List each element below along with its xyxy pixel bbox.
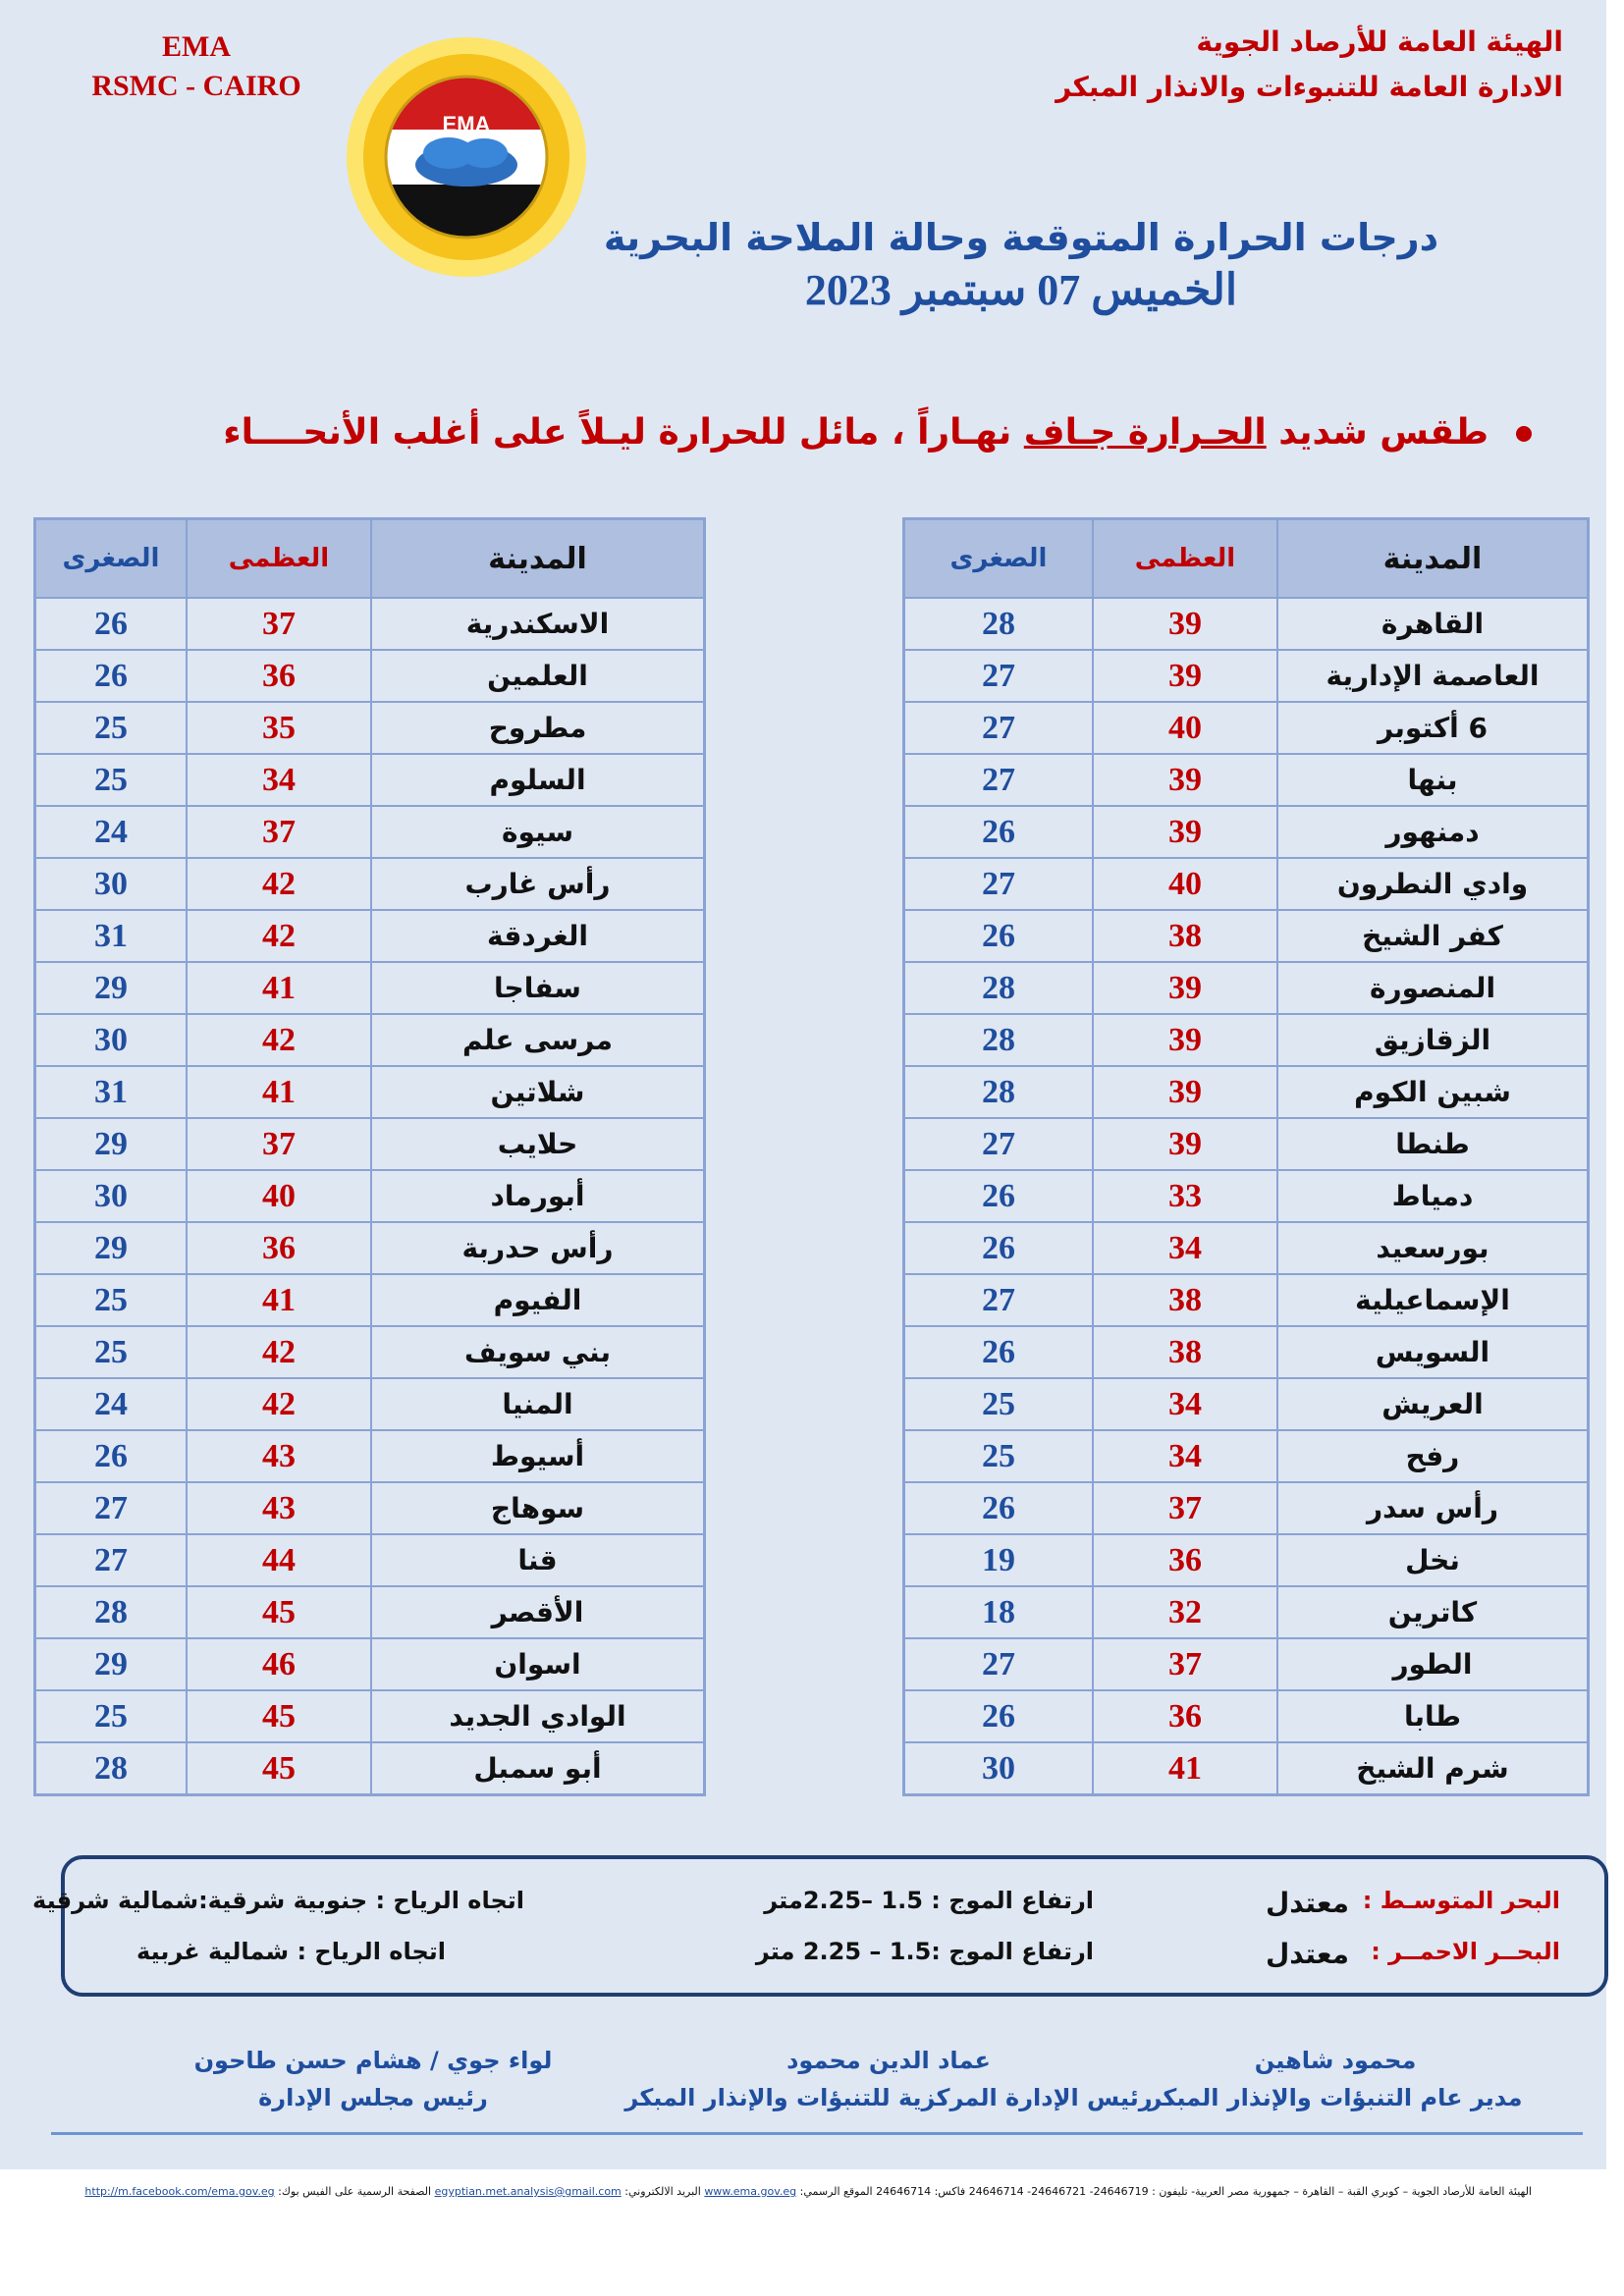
table-row [904, 1326, 1589, 1378]
sea-name: البحر المتوسـط : [1362, 1887, 1560, 1914]
min-temp-cell: 28 [35, 1586, 188, 1638]
max-temp-cell: 40 [187, 1170, 371, 1222]
weather-summary [118, 412, 1532, 453]
min-temp-cell: 25 [904, 1430, 1094, 1482]
min-temp-cell: 27 [904, 1274, 1094, 1326]
table-row [35, 754, 705, 806]
max-temp-cell: 43 [187, 1430, 371, 1482]
min-temp-cell: 27 [904, 1638, 1094, 1690]
table-row [35, 1014, 705, 1066]
min-temp-cell: 26 [904, 1222, 1094, 1274]
city-cell: دمياط [1277, 1170, 1589, 1222]
table-row [35, 1742, 705, 1795]
city-cell: اسوان [371, 1638, 705, 1690]
table-row [35, 1066, 705, 1118]
city-cell: دمنهور [1277, 806, 1589, 858]
rsmc-label: RSMC - CAIRO [91, 70, 301, 102]
city-cell: الغردقة [371, 910, 705, 962]
footer-email-label: البريد الالكتروني: [624, 2185, 705, 2198]
table-row [904, 1222, 1589, 1274]
min-temp-cell: 29 [35, 1222, 188, 1274]
header-city: المدينة [371, 519, 705, 599]
city-cell: الاسكندرية [371, 598, 705, 650]
table-row [904, 1742, 1589, 1795]
min-temp-cell: 25 [35, 754, 188, 806]
min-temp-cell: 27 [904, 754, 1094, 806]
signature-role: مدير عام التنبؤات والإنذار المبكر [1148, 2084, 1523, 2111]
wind-direction: اتجاه الرياح : شمالية غربية [136, 1938, 446, 1965]
footer-website-link[interactable]: www.ema.gov.eg [704, 2185, 797, 2198]
min-temp-cell: 28 [35, 1742, 188, 1795]
min-temp-cell: 25 [35, 1274, 188, 1326]
city-cell: الفيوم [371, 1274, 705, 1326]
sea-name: البحــر الاحمــر : [1371, 1938, 1560, 1965]
table-row [904, 1430, 1589, 1482]
min-temp-cell: 27 [904, 1118, 1094, 1170]
table-row [904, 650, 1589, 702]
table-row [904, 1690, 1589, 1742]
footer-facebook-link[interactable]: http://m.facebook.com/ema.gov.eg [84, 2185, 275, 2198]
min-temp-cell: 26 [904, 1690, 1094, 1742]
table-row [35, 1586, 705, 1638]
table-row [904, 858, 1589, 910]
city-cell: وادي النطرون [1277, 858, 1589, 910]
table-row [904, 1638, 1589, 1690]
city-cell: العلمين [371, 650, 705, 702]
min-temp-cell: 18 [904, 1586, 1094, 1638]
city-cell: الوادي الجديد [371, 1690, 705, 1742]
city-cell: مطروح [371, 702, 705, 754]
table-row [35, 1170, 705, 1222]
max-temp-cell: 37 [187, 1118, 371, 1170]
temperature-table-right [902, 517, 1590, 1796]
table-row [904, 1534, 1589, 1586]
footer-address: الهيئة العامة للأرصاد الجوية – كوبري القبة – القاهرة – جمهورية مصر العربية- تليفون : 24646719- 24646721- 24646714 فاكس: 24646714 الموقع الرسمي: [799, 2185, 1532, 2198]
summary-text-1: طقس شديد [1266, 412, 1489, 453]
city-cell: كاترين [1277, 1586, 1589, 1638]
city-cell: مرسى علم [371, 1014, 705, 1066]
min-temp-cell: 29 [35, 962, 188, 1014]
header-max: العظمى [1093, 519, 1277, 599]
max-temp-cell: 34 [1093, 1378, 1277, 1430]
signature-role: رئيس مجلس الإدارة [258, 2084, 488, 2111]
city-cell: العريش [1277, 1378, 1589, 1430]
table-row [35, 962, 705, 1014]
max-temp-cell: 36 [1093, 1690, 1277, 1742]
ema-abbreviation-block [59, 27, 334, 106]
min-temp-cell: 28 [904, 598, 1094, 650]
city-cell: بني سويف [371, 1326, 705, 1378]
city-cell: شرم الشيخ [1277, 1742, 1589, 1795]
max-temp-cell: 39 [1093, 1066, 1277, 1118]
city-cell: رفح [1277, 1430, 1589, 1482]
wave-height: ارتفاع الموج : 1.5 –2.25متر [764, 1887, 1094, 1914]
city-cell: أسيوط [371, 1430, 705, 1482]
max-temp-cell: 42 [187, 858, 371, 910]
city-cell: كفر الشيخ [1277, 910, 1589, 962]
table-header-row [35, 519, 705, 599]
max-temp-cell: 38 [1093, 910, 1277, 962]
min-temp-cell: 29 [35, 1638, 188, 1690]
sea-conditions-box [32, 1855, 1608, 1997]
city-cell: رأس حدربة [371, 1222, 705, 1274]
min-temp-cell: 25 [904, 1378, 1094, 1430]
table-row [35, 598, 705, 650]
table-row [35, 1222, 705, 1274]
city-cell: شبين الكوم [1277, 1066, 1589, 1118]
table-row [904, 1482, 1589, 1534]
divider-line [51, 2132, 1583, 2135]
temperature-table-left [33, 517, 706, 1796]
wind-direction: اتجاه الرياح : جنوبية شرقية:شمالية شرقية [32, 1887, 524, 1914]
table-row [35, 650, 705, 702]
city-cell: أبورماد [371, 1170, 705, 1222]
bullet-icon [1516, 426, 1532, 442]
min-temp-cell: 26 [904, 1482, 1094, 1534]
table-row [904, 754, 1589, 806]
max-temp-cell: 42 [187, 1326, 371, 1378]
city-cell: نخل [1277, 1534, 1589, 1586]
city-cell: المنيا [371, 1378, 705, 1430]
max-temp-cell: 40 [1093, 858, 1277, 910]
city-cell: القاهرة [1277, 598, 1589, 650]
table-row [35, 1378, 705, 1430]
table-row [904, 962, 1589, 1014]
min-temp-cell: 28 [904, 1014, 1094, 1066]
max-temp-cell: 39 [1093, 598, 1277, 650]
min-temp-cell: 30 [35, 858, 188, 910]
city-cell: السلوم [371, 754, 705, 806]
table-row [35, 1326, 705, 1378]
city-cell: الأقصر [371, 1586, 705, 1638]
city-cell: الزقازيق [1277, 1014, 1589, 1066]
footer-contact [84, 2185, 1532, 2198]
max-temp-cell: 38 [1093, 1274, 1277, 1326]
city-cell: سفاجا [371, 962, 705, 1014]
min-temp-cell: 30 [35, 1014, 188, 1066]
signature-name: محمود شاهين [1254, 2047, 1417, 2074]
table-row [35, 1534, 705, 1586]
table-row [904, 806, 1589, 858]
table-row [904, 598, 1589, 650]
max-temp-cell: 37 [1093, 1638, 1277, 1690]
table-row [35, 806, 705, 858]
table-row [35, 1118, 705, 1170]
max-temp-cell: 33 [1093, 1170, 1277, 1222]
min-temp-cell: 27 [904, 650, 1094, 702]
sea-row-red-sea [65, 1938, 1604, 1981]
city-cell: شلاتين [371, 1066, 705, 1118]
sea-row-mediterranean [32, 1887, 1604, 1930]
max-temp-cell: 43 [187, 1482, 371, 1534]
min-temp-cell: 26 [35, 650, 188, 702]
city-cell: بنها [1277, 754, 1589, 806]
city-cell: أبو سمبل [371, 1742, 705, 1795]
min-temp-cell: 26 [904, 910, 1094, 962]
min-temp-cell: 27 [35, 1534, 188, 1586]
max-temp-cell: 42 [187, 910, 371, 962]
org-line-1: الهيئة العامة للأرصاد الجوية [1196, 26, 1563, 58]
max-temp-cell: 39 [1093, 754, 1277, 806]
max-temp-cell: 39 [1093, 1014, 1277, 1066]
title-date: الخميس 07 سبتمبر 2023 [804, 266, 1238, 314]
max-temp-cell: 45 [187, 1586, 371, 1638]
table-row [35, 858, 705, 910]
max-temp-cell: 44 [187, 1534, 371, 1586]
table-row [35, 1482, 705, 1534]
city-cell: رأس غارب [371, 858, 705, 910]
max-temp-cell: 39 [1093, 1118, 1277, 1170]
table-row [904, 1066, 1589, 1118]
table-row [904, 1118, 1589, 1170]
wave-height: ارتفاع الموج :1.5 – 2.25 متر [755, 1938, 1094, 1965]
table-row [35, 1638, 705, 1690]
table-row [904, 1014, 1589, 1066]
max-temp-cell: 32 [1093, 1586, 1277, 1638]
max-temp-cell: 34 [1093, 1222, 1277, 1274]
city-cell: سوهاج [371, 1482, 705, 1534]
footer-facebook-label: الصفحة الرسمية على الفيس بوك: [278, 2185, 435, 2198]
header-max: العظمى [187, 519, 371, 599]
max-temp-cell: 34 [187, 754, 371, 806]
city-cell: سيوة [371, 806, 705, 858]
city-cell: العاصمة الإدارية [1277, 650, 1589, 702]
table-row [904, 1378, 1589, 1430]
max-temp-cell: 45 [187, 1690, 371, 1742]
min-temp-cell: 29 [35, 1118, 188, 1170]
city-cell: الطور [1277, 1638, 1589, 1690]
table-row [904, 1586, 1589, 1638]
city-cell: 6 أكتوبر [1277, 702, 1589, 754]
min-temp-cell: 28 [904, 962, 1094, 1014]
min-temp-cell: 26 [904, 1326, 1094, 1378]
city-cell: قنا [371, 1534, 705, 1586]
min-temp-cell: 31 [35, 1066, 188, 1118]
min-temp-cell: 30 [904, 1742, 1094, 1795]
title-line-1: درجات الحرارة المتوقعة وحالة الملاحة البحرية [603, 216, 1439, 259]
max-temp-cell: 38 [1093, 1326, 1277, 1378]
city-cell: المنصورة [1277, 962, 1589, 1014]
header-min: الصغرى [35, 519, 188, 599]
signature-block [98, 2042, 648, 2116]
organization-name [876, 20, 1563, 110]
max-temp-cell: 34 [1093, 1430, 1277, 1482]
max-temp-cell: 41 [187, 1274, 371, 1326]
signature-name: لواء جوي / هشام حسن طاحون [193, 2047, 553, 2074]
min-temp-cell: 26 [35, 1430, 188, 1482]
table-row [904, 910, 1589, 962]
table-row [35, 702, 705, 754]
max-temp-cell: 35 [187, 702, 371, 754]
signature-block [594, 2042, 1183, 2116]
table-row [35, 1274, 705, 1326]
min-temp-cell: 25 [35, 1326, 188, 1378]
max-temp-cell: 46 [187, 1638, 371, 1690]
city-cell: بورسعيد [1277, 1222, 1589, 1274]
table-row [35, 1430, 705, 1482]
ema-abbr: EMA [162, 30, 231, 63]
max-temp-cell: 40 [1093, 702, 1277, 754]
footer-email-link[interactable]: egyptian.met.analysis@gmail.com [434, 2185, 622, 2198]
min-temp-cell: 30 [35, 1170, 188, 1222]
document-title [511, 211, 1532, 317]
signature-name: عماد الدين محمود [786, 2047, 991, 2074]
min-temp-cell: 28 [904, 1066, 1094, 1118]
max-temp-cell: 37 [187, 598, 371, 650]
table-row [904, 702, 1589, 754]
city-cell: حلايب [371, 1118, 705, 1170]
max-temp-cell: 41 [1093, 1742, 1277, 1795]
city-cell: الإسماعيلية [1277, 1274, 1589, 1326]
max-temp-cell: 39 [1093, 962, 1277, 1014]
max-temp-cell: 36 [1093, 1534, 1277, 1586]
max-temp-cell: 36 [187, 1222, 371, 1274]
summary-text-2: نهـاراً ، مائل للحرارة ليـلاً على أغلب الأنحــــاء [223, 412, 1024, 453]
min-temp-cell: 25 [35, 702, 188, 754]
min-temp-cell: 19 [904, 1534, 1094, 1586]
min-temp-cell: 25 [35, 1690, 188, 1742]
table-row [904, 1170, 1589, 1222]
logo-text: EMA [442, 112, 491, 136]
max-temp-cell: 45 [187, 1742, 371, 1795]
summary-text-underlined: الحـرارة جـاف [1023, 412, 1267, 453]
min-temp-cell: 26 [904, 1170, 1094, 1222]
city-cell: طنطا [1277, 1118, 1589, 1170]
min-temp-cell: 27 [35, 1482, 188, 1534]
table-header-row [904, 519, 1589, 599]
min-temp-cell: 24 [35, 1378, 188, 1430]
min-temp-cell: 24 [35, 806, 188, 858]
min-temp-cell: 26 [904, 806, 1094, 858]
min-temp-cell: 31 [35, 910, 188, 962]
city-cell: طابا [1277, 1690, 1589, 1742]
min-temp-cell: 27 [904, 858, 1094, 910]
header-min: الصغرى [904, 519, 1094, 599]
max-temp-cell: 37 [187, 806, 371, 858]
max-temp-cell: 37 [1093, 1482, 1277, 1534]
max-temp-cell: 39 [1093, 806, 1277, 858]
sea-state: معتدل [1265, 1887, 1349, 1919]
table-row [904, 1274, 1589, 1326]
signature-role: رئيس الإدارة المركزية للتنبؤات والإنذار المبكر [624, 2084, 1153, 2111]
max-temp-cell: 41 [187, 1066, 371, 1118]
max-temp-cell: 39 [1093, 650, 1277, 702]
sea-state: معتدل [1265, 1938, 1349, 1970]
max-temp-cell: 42 [187, 1378, 371, 1430]
city-cell: رأس سدر [1277, 1482, 1589, 1534]
org-line-2: الادارة العامة للتنبوءات والانذار المبكر [1056, 71, 1563, 103]
header-city: المدينة [1277, 519, 1589, 599]
table-row [35, 1690, 705, 1742]
max-temp-cell: 41 [187, 962, 371, 1014]
max-temp-cell: 42 [187, 1014, 371, 1066]
table-row [35, 910, 705, 962]
min-temp-cell: 26 [35, 598, 188, 650]
max-temp-cell: 36 [187, 650, 371, 702]
city-cell: السويس [1277, 1326, 1589, 1378]
min-temp-cell: 27 [904, 702, 1094, 754]
